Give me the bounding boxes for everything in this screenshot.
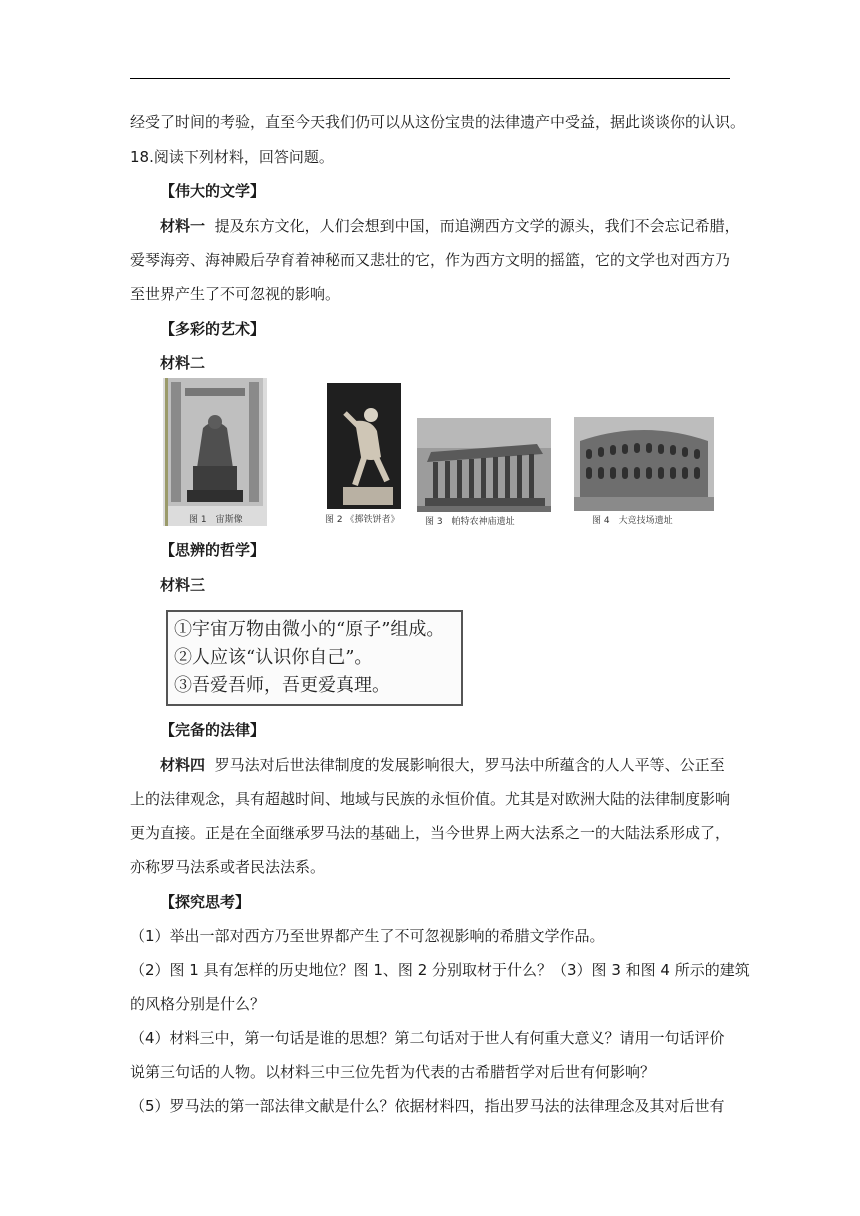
inquiry-heading: 【探究思考】 [160,893,251,911]
material4-line3: 更为直接。正是在全面继承罗马法的基础上，当今世界上两大法系之一的大陆法系形成了， [130,824,731,842]
material4-line2: 上的法律观念，具有超越时间、地域与民族的永恒价值。尤其是对欧洲大陆的法律制度影响 [130,790,731,808]
question-4-line2: 说第三句话的人物。以材料三中三位先哲为代表的古希腊哲学对后世有何影响？ [130,1063,656,1081]
figure1-zeus-statue [163,378,267,526]
question-4-line1: （4）材料三中，第一句话是谁的思想？第二句话对于世人有何重大意义？请用一句话评价 [130,1029,725,1047]
material4-line1 [160,754,725,776]
material1-line2: 爱琴海旁、海神殿后孕育着神秘而又悲壮的它，作为西方文明的摇篮，它的文学也对西方乃 [130,251,731,269]
quote-2: ②人应该“认识你自己”。 [174,647,373,668]
question-18-intro: 18.阅读下列材料，回答问题。 [130,148,334,166]
material4-text1: 罗马法对后世法律制度的发展影响很大，罗马法中所蕴含的人人平等、公正至 [214,756,725,774]
question-2-line1: （2）图 1 具有怎样的历史地位？图 1、图 2 分别取材于什么？（3）图 3 和图 4 所示的建筑 [130,961,750,979]
material2-label: 材料二 [160,354,206,372]
quote-1: ①宇宙万物由微小的“原子”组成。 [174,619,445,640]
figure2-caption: 图 2 《掷铁饼者》 [325,515,400,525]
question-2-line2: 的风格分别是什么？ [130,995,266,1013]
figure4-caption: 图 4 大竞技场遗址 [592,516,673,526]
header-rule [130,78,730,79]
material1-line3: 至世界产生了不可忽视的影响。 [130,285,341,303]
figure2-discobolus [325,383,411,525]
philosophy-heading: 【思辨的哲学】 [160,541,266,559]
material3-quote-box [166,610,463,706]
figure4-colosseum [574,417,714,526]
material4-line4: 亦称罗马法系或者民法法系。 [130,858,326,876]
material1-line1 [160,215,740,237]
material4-label: 材料四 [160,756,206,774]
continuation-line: 经受了时间的考验，直至今天我们仍可以从这份宝贵的法律遗产中受益，据此谈谈你的认识。 [130,113,746,131]
arts-heading: 【多彩的艺术】 [160,320,266,338]
law-heading: 【完备的法律】 [160,721,266,739]
question-5-line1: （5）罗马法的第一部法律文献是什么？依据材料四，指出罗马法的法律理念及其对后世有 [130,1097,725,1115]
question-1: （1）举出一部对西方乃至世界都产生了不可忽视影响的希腊文学作品。 [130,927,605,945]
literature-heading: 【伟大的文学】 [160,182,266,200]
quote-3: ③吾爱吾师，吾更爱真理。 [174,675,390,696]
material1-label: 材料一 [160,217,206,235]
figure3-caption: 图 3 帕特农神庙遗址 [425,517,515,526]
figure1-caption: 图 1 宙斯像 [189,515,243,525]
material1-text1: 提及东方文化，人们会想到中国，而追溯西方文学的源头，我们不会忘记希腊， [214,217,740,235]
material3-label: 材料三 [160,576,206,594]
figure3-parthenon [417,418,551,526]
